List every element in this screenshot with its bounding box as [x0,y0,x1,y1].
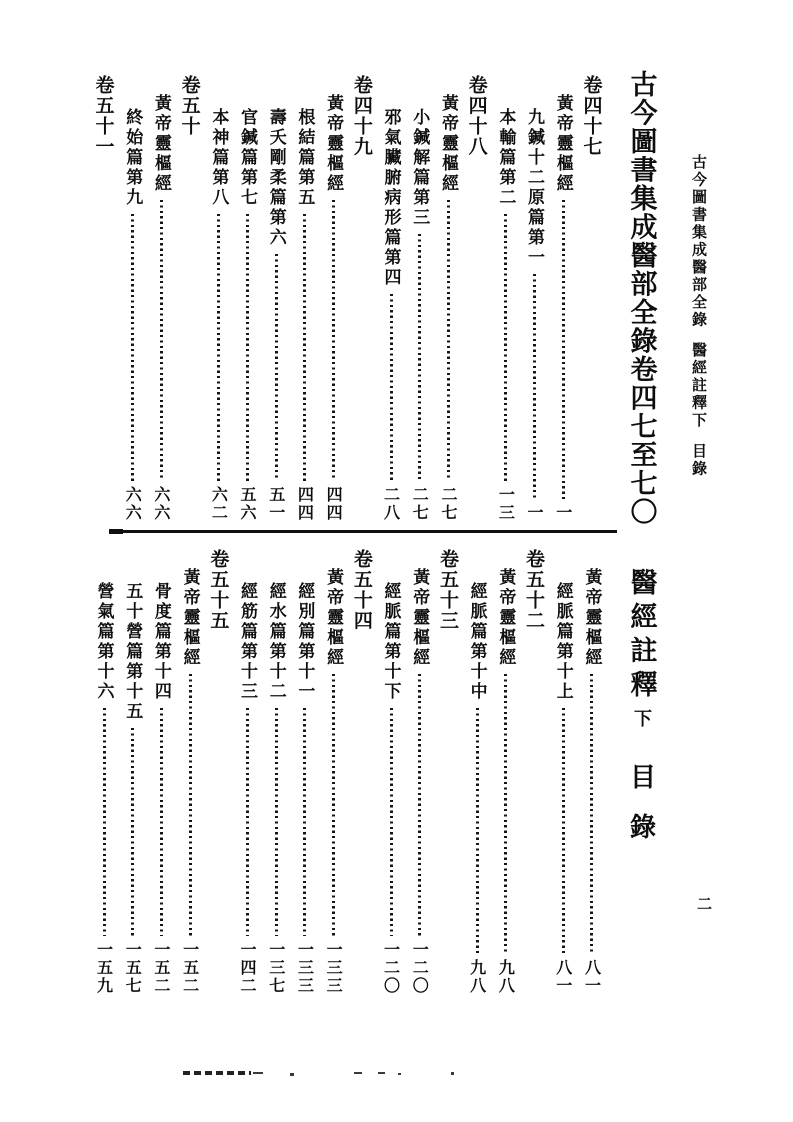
entry-page-number: 一五七 [123,941,143,995]
running-header-toc-label: 目錄 [690,442,708,478]
toc-book [435,75,461,522]
entry-label: 黃帝靈樞經 [179,568,200,668]
entry-page-number: 五一 [266,486,286,522]
dot-leader [562,708,565,954]
entry-label: 邪氣臟腑病形篇第四 [380,108,401,288]
entry-page-number: 一 [525,504,545,522]
scan-artifact-speck [290,1073,294,1076]
dot-leader [504,214,507,481]
toc-section [292,549,318,995]
toc-chapter [349,75,375,522]
entry-label: 經脈篇第十上 [552,582,573,702]
dot-leader [390,708,393,936]
entry-page-number: 一 [553,504,573,522]
entry-page-number: 一二〇 [381,941,401,995]
scan-artifact-speck [354,1072,362,1074]
entry-label: 卷五十一 [92,75,115,157]
entry-label: 黃帝靈樞經 [323,568,344,668]
entry-label: 卷四十七 [580,75,603,157]
toc-chapter [522,549,548,995]
entry-page-number: 一三三 [324,941,344,995]
dot-leader [447,200,450,481]
dot-leader [390,294,393,481]
entry-page-number: 六六 [123,486,143,522]
dot-leader [103,708,106,936]
entry-page-number: 九八 [496,959,516,995]
entry-label: 黃帝靈樞經 [150,94,171,194]
entry-page-number: 一三七 [266,941,286,995]
entry-page-number: 二七 [438,486,458,522]
running-header-section-title: 醫經註釋下 [690,342,708,430]
dot-leader [131,214,134,481]
dot-leader [189,674,192,936]
toc-section [378,549,404,995]
main-title: 古今圖書集成醫部全錄卷四七至七〇 [625,70,657,526]
dot-leader [418,674,421,936]
entry-page-number: 四四 [295,486,315,522]
toc-section [235,549,261,995]
toc-section [464,549,490,995]
toc-book [550,75,576,522]
toc-chapter [579,75,605,522]
dot-leader [131,728,134,936]
entry-label: 黃帝靈樞經 [552,94,573,194]
toc-section [493,75,519,522]
running-header-work-title: 古今圖書集成醫部全錄 [690,154,708,329]
entry-label: 官鍼篇第七 [237,108,258,208]
entry-page-number: 一四二 [238,941,258,995]
entry-page-number: 一五九 [94,941,114,995]
entry-page-number: 一三 [496,486,516,522]
toc-section [148,549,174,995]
entry-label: 卷四十九 [350,75,373,157]
entry-label: 小鍼解篇第三 [409,108,430,228]
entry-label: 經脈篇第十中 [466,582,487,702]
entry-label: 壽夭剛柔篇第六 [265,108,286,248]
dot-leader [332,200,335,481]
entry-label: 骨度篇第十四 [150,582,171,702]
dot-leader [303,214,306,481]
entry-label: 卷五十四 [350,549,373,631]
entry-label: 黃帝靈樞經 [495,568,516,668]
toc-chapter [177,75,203,522]
entry-page-number: 九八 [467,959,487,995]
entry-page-number: 四四 [324,486,344,522]
entry-page-number: 一五二 [151,941,171,995]
toc-book [321,549,347,995]
toc-book [177,549,203,995]
entry-label: 五十營篇第十五 [122,582,143,722]
toc-section [378,75,404,522]
toc-section [522,75,548,522]
entry-label: 卷四十八 [465,75,488,157]
entry-label: 終始篇第九 [122,108,143,208]
toc-book [321,75,347,522]
toc-section [91,549,117,995]
dot-leader [418,234,421,481]
dot-leader [160,200,163,481]
toc-chapter [349,549,375,995]
toc-section [550,549,576,995]
toc-book [407,549,433,995]
toc-section [292,75,318,522]
toc-section [120,75,146,522]
toc-book [148,75,174,522]
entry-label: 經筋篇第十三 [237,582,258,702]
entry-page-number: 二八 [381,486,401,522]
entry-page-number: 一三三 [295,941,315,995]
toc-chapter [206,549,232,995]
toc-chapter [91,75,117,522]
dot-leader [303,708,306,936]
entry-page-number: 六六 [151,486,171,522]
dot-leader [533,274,536,499]
toc-section [120,549,146,995]
entry-page-number: 二七 [410,486,430,522]
entry-label: 卷五十二 [523,549,546,631]
entry-label: 本神篇第八 [208,108,229,208]
toc-chapter [464,75,490,522]
scan-artifact-speck [451,1072,454,1075]
volume-mark: 下 [631,709,652,727]
toc-book [579,549,605,995]
toc-book [493,549,519,995]
scan-artifact-speck [253,1072,263,1074]
entry-label: 營氣篇第十六 [93,582,114,702]
dot-leader [275,254,278,481]
running-header [689,154,710,478]
entry-page-number: 一五二 [180,941,200,995]
entry-label: 黃帝靈樞經 [323,94,344,194]
main-subtitle: 醫經註釋 [625,568,657,704]
toc-heading: 目錄 [625,763,656,863]
entry-label: 卷五十 [178,75,201,137]
entry-label: 卷五十三 [436,549,459,631]
entry-label: 黃帝靈樞經 [581,568,602,668]
dot-leader [160,708,163,936]
toc-section [263,75,289,522]
title-column [611,70,671,863]
register-separator-rule [112,530,617,533]
entry-label: 卷五十五 [207,549,230,631]
entry-label: 黃帝靈樞經 [437,94,458,194]
entry-label: 九鍼十二原篇第一 [524,108,545,268]
dot-leader [562,200,565,499]
toc-section [206,75,232,522]
entry-label: 經水篇第十二 [265,582,286,702]
entry-page-number: 八一 [553,959,573,995]
entry-page-number: 一二〇 [410,941,430,995]
toc-register-bottom [91,549,605,995]
entry-page-number: 六二 [209,486,229,522]
toc-section [407,75,433,522]
dot-leader [217,214,220,481]
entry-label: 經別篇第十一 [294,582,315,702]
entry-label: 根結篇第五 [294,108,315,208]
entry-page-number: 五六 [238,486,258,522]
dot-leader [476,708,479,954]
scan-artifact-speck [398,1073,401,1075]
toc-section [263,549,289,995]
entry-label: 黃帝靈樞經 [409,568,430,668]
dot-leader [590,674,593,954]
folio-number: 二 [695,896,713,911]
scan-artifact-smudge [183,1071,251,1075]
dot-leader [504,674,507,954]
toc-chapter [435,549,461,995]
entry-page-number: 八一 [582,959,602,995]
dot-leader [246,214,249,481]
toc-register-top [91,75,605,522]
dot-leader [332,674,335,936]
toc-section [235,75,261,522]
entry-label: 經脈篇第十下 [380,582,401,702]
scan-artifact-speck [378,1072,385,1074]
dot-leader [246,708,249,936]
dot-leader [275,708,278,936]
entry-label: 本輸篇第二 [495,108,516,208]
